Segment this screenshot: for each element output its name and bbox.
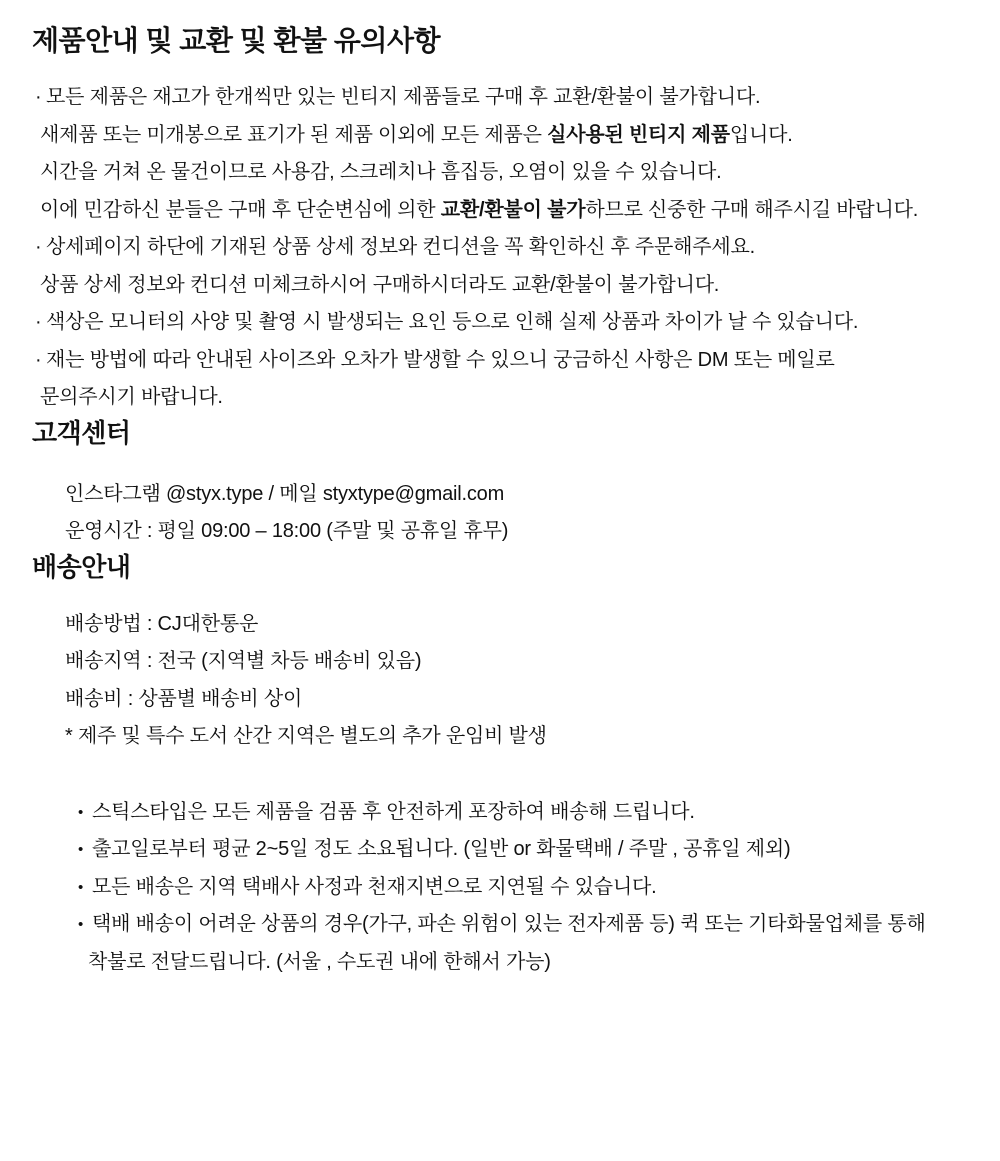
shipping-note-text: 출고일로부터 평균 2~5일 정도 소요됩니다. (일반 or 화물택배 / 주말 , 공휴일 제외)	[92, 838, 791, 860]
shipping-extra-fee-line: * 제주 및 특수 도서 산간 지역은 별도의 추가 운임비 발생	[65, 725, 547, 747]
notice-line	[32, 117, 970, 155]
product-notice-list	[32, 79, 970, 417]
bullet-marker: ·	[35, 236, 42, 258]
notice-item	[32, 304, 970, 342]
notice-line	[32, 192, 970, 230]
notice-line	[32, 342, 970, 380]
shipping-note	[32, 794, 970, 832]
notice-text: 색상은 모니터의 사양 및 촬영 시 발생되는 요인 등으로 인해 실제 상품과 차이가 날 수 있습니다.	[46, 311, 859, 333]
shipping-note-text: 모든 배송은 지역 택배사 사정과 천재지변으로 지연될 수 있습니다.	[92, 875, 657, 898]
shipping-note	[32, 831, 970, 869]
notice-item	[32, 229, 970, 304]
shipping-note-continuation	[32, 944, 970, 982]
notice-line	[32, 304, 970, 342]
notice-text: 문의주시기 바랍니다.	[40, 386, 223, 408]
shipping-region-line: 배송지역 : 전국 (지역별 차등 배송비 있음)	[65, 650, 422, 672]
notice-text: 새제품 또는 미개봉으로 표기가 된 제품 이외에 모든 제품은	[40, 123, 548, 146]
bullet-marker: ·	[35, 86, 42, 108]
notice-line	[32, 267, 970, 305]
shipping-note-text: 택배 배송이 어려운 상품의 경우(가구, 파손 위험이 있는 전자제품 등) 퀵 또는 기타화물업체를 통해	[92, 913, 926, 935]
shipping-note-text: 착불로 전달드립니다. (서울 , 수도권 내에 한해서 가능)	[88, 950, 551, 973]
notice-line	[32, 379, 970, 417]
bullet-marker: •	[78, 878, 84, 896]
notice-item	[32, 342, 970, 417]
shipping-method-line: 배송방법 : CJ대한통운	[65, 612, 259, 635]
contact-line: 인스타그램 @styx.type / 메일 styxtype@gmail.com	[65, 482, 505, 505]
bullet-marker: •	[78, 916, 84, 933]
section-title-shipping: 배송안내	[32, 551, 131, 582]
notice-text-bold: 실사용된 빈티지 제품	[547, 123, 730, 146]
notice-line	[32, 154, 970, 192]
shipping-note-text: 스틱스타입은 모든 제품을 검품 후 안전하게 포장하여 배송해 드립니다.	[92, 800, 695, 823]
notice-text: 시간을 거쳐 온 물건이므로 사용감, 스크레치나 흠집등, 오염이 있을 수 있습니다.	[40, 161, 722, 183]
section-title-product-notice: 제품안내 및 교환 및 환불 유의사항	[32, 25, 441, 56]
bullet-marker: ·	[35, 348, 42, 371]
customer-center-info	[32, 476, 970, 551]
bullet-marker: ·	[35, 311, 42, 333]
notice-item	[32, 79, 970, 229]
bullet-marker: •	[78, 803, 84, 821]
notice-line	[32, 79, 970, 117]
notice-text: 상품 상세 정보와 컨디션 미체크하시어 구매하시더라도 교환/환불이 불가합니다.	[40, 273, 720, 296]
shipping-fee-line: 배송비 : 상품별 배송비 상이	[65, 687, 303, 710]
notice-text: 상세페이지 하단에 기재된 상품 상세 정보와 컨디션을 꼭 확인하신 후 주문해주세요.	[46, 236, 756, 258]
notice-text: 입니다.	[729, 123, 793, 146]
notice-text: 하므로 신중한 구매 해주시길 바랍니다.	[585, 198, 919, 221]
hours-line: 운영시간 : 평일 09:00 – 18:00 (주말 및 공휴일 휴무)	[65, 520, 509, 542]
shipping-notes-list	[32, 794, 970, 982]
shipping-note	[32, 869, 970, 907]
notice-line	[32, 229, 970, 267]
bullet-marker: •	[78, 841, 84, 858]
shipping-info	[32, 606, 970, 756]
shipping-note	[32, 906, 970, 944]
notice-text: 재는 방법에 따라 안내된 사이즈와 오차가 발생할 수 있으니 궁금하신 사항은 DM 또는 메일로	[46, 348, 835, 371]
notice-text: 이에 민감하신 분들은 구매 후 단순변심에 의한	[40, 198, 441, 221]
notice-text: 모든 제품은 재고가 한개씩만 있는 빈티지 제품들로 구매 후 교환/환불이 불가합니다.	[46, 86, 761, 108]
section-title-customer-center: 고객센터	[32, 417, 131, 448]
notice-text-bold: 교환/환불이 불가	[440, 198, 586, 221]
